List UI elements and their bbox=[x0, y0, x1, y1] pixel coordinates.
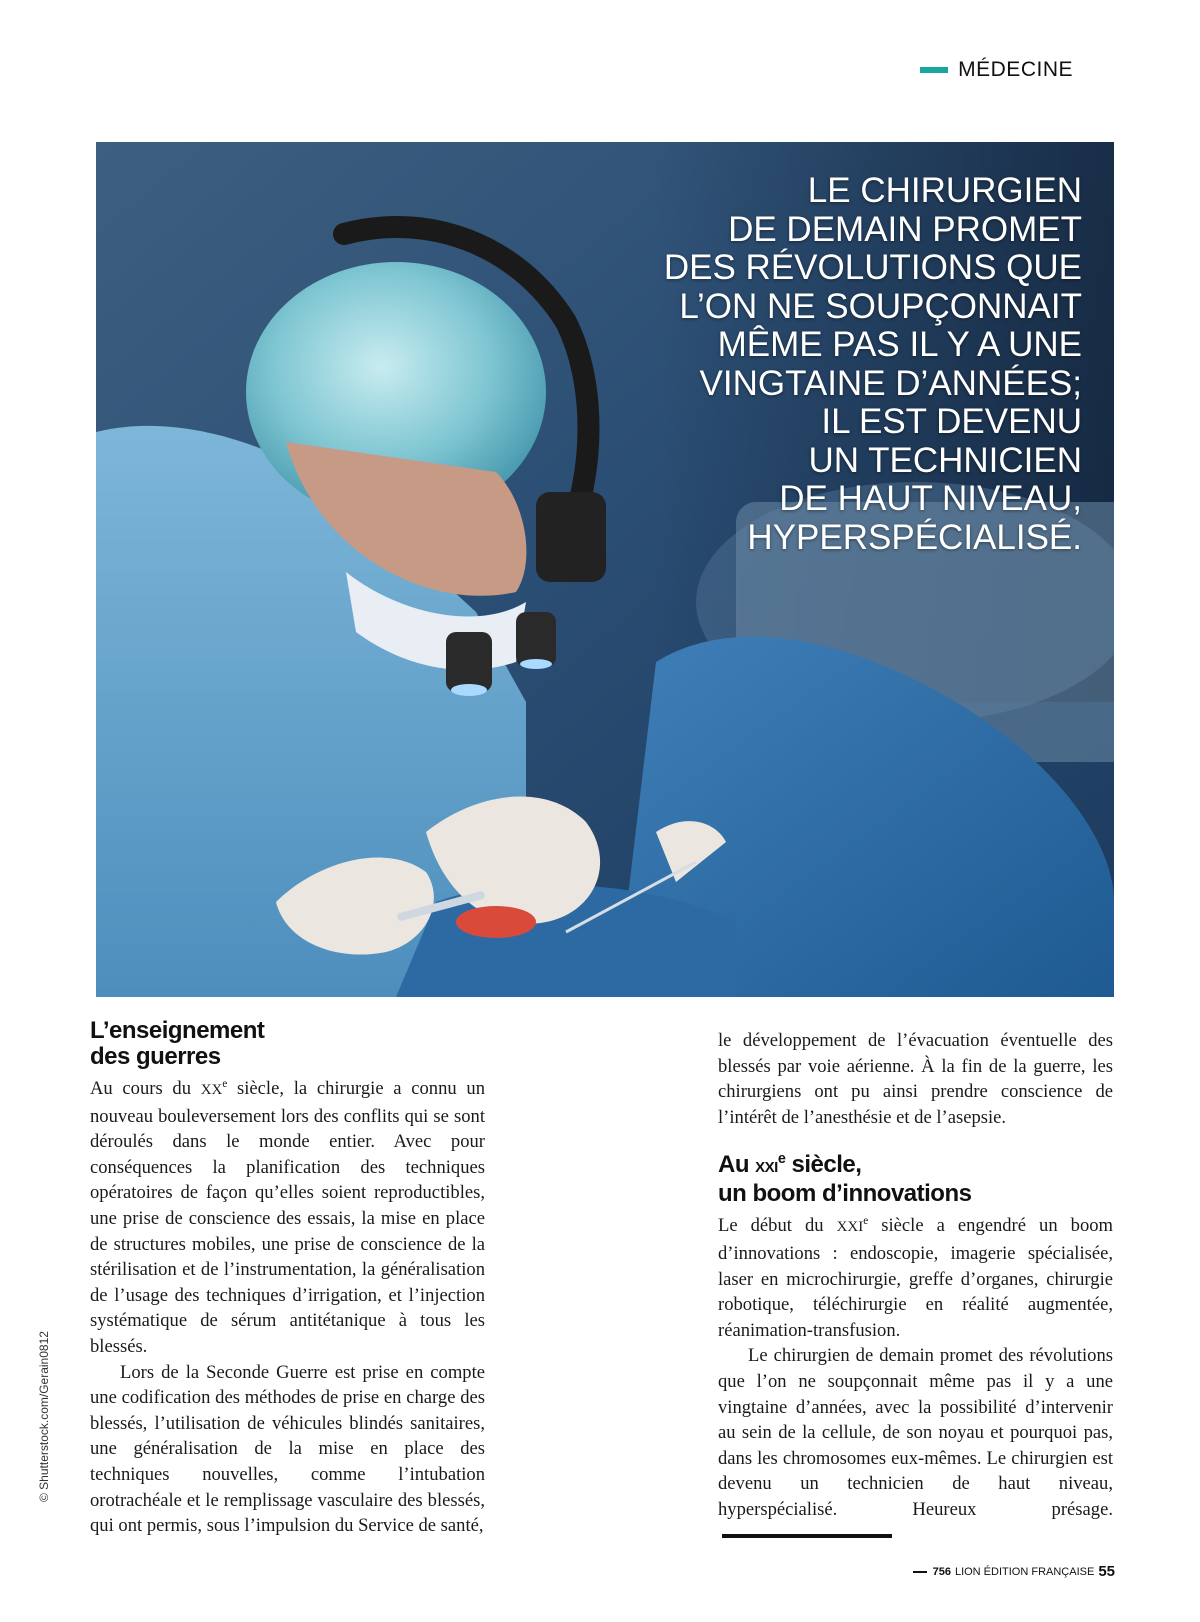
text-run: Au cours du bbox=[90, 1078, 201, 1099]
superscript: e bbox=[777, 1151, 786, 1168]
paragraph-continued: le développement de l’évacuation éventuelle des blessés par voie aérienne. À la fin de la guerre, les chirurgiens ont pu ainsi prendre conscience de l’intérêt de l’anesthésie et de l’asepsie. bbox=[718, 1030, 1113, 1128]
end-of-article-bar bbox=[722, 1534, 892, 1538]
pull-quote: LE CHIRURGIEN DE DEMAIN PROMET DES RÉVOLUTIONS QUE L’ON NE SOUPÇONNAIT MÊME PAS IL Y A UNE VINGTAINE D’ANNÉES; IL EST DEVENU UN TECHNICIEN DE HAUT NIVEAU, HYPERSPÉCIALISÉ. bbox=[663, 171, 1082, 557]
page-footer bbox=[913, 1563, 1115, 1580]
section-heading-21st-century bbox=[718, 1152, 1113, 1207]
text-run: siècle a engendré un boom d’innovations : endoscopie, imagerie spécialisée, laser en microchirurgie, greffe d’organes, chirurgie robotique, téléchirurgie en réalité augmentée, réanimation-transfusion. bbox=[718, 1215, 1113, 1341]
section-tag-label: MÉDECINE bbox=[958, 58, 1073, 81]
footer-dash bbox=[913, 1571, 927, 1573]
page-number: 55 bbox=[1098, 1563, 1115, 1580]
paragraph: Lors de la Seconde Guerre est prise en compte une codification des méthodes de prise en charge des blessés, l’utilisation de véhicules blindés sanitaires, une généralisation de la mise en place des techniques nouvelles, comme l’intubation orotrachéale et le remplissage vasculaire des blessés, qui ont permis, sous l’impulsion du Service de santé, bbox=[90, 1361, 485, 1537]
superscript: e bbox=[863, 1215, 869, 1228]
text-run: siècle, la chirurgie a connu un nouveau bouleversement lors des conflits qui se sont déroulés dans le monde entier. Avec pour conséquences la planification des techniques opératoires de façon qu’elles soient reproductibles, une prise de conscience des essais, la mise en place de structures mobiles, une prise de conscience de la stérilisation et de l’instrumentation, la généralisation de l’usage des techniques d’irrigation, et l’injection systématique de sérum antitétanique à tous les blessés. bbox=[90, 1078, 485, 1357]
century-numeral: XX bbox=[200, 1082, 223, 1098]
heading-run: Au bbox=[718, 1151, 756, 1179]
heading-line: des guerres bbox=[90, 1043, 221, 1070]
magazine-name: LION ÉDITION FRANÇAISE bbox=[954, 1565, 1095, 1578]
heading-run: siècle, bbox=[785, 1151, 862, 1179]
paragraph bbox=[718, 1213, 1113, 1343]
heading-line: L’enseignement bbox=[90, 1017, 265, 1044]
paragraph bbox=[718, 1343, 1113, 1548]
text-run: Le début du bbox=[718, 1215, 837, 1237]
superscript: e bbox=[222, 1077, 228, 1090]
issue-number: 756 bbox=[932, 1565, 951, 1578]
century-numeral: XXI bbox=[836, 1219, 864, 1236]
photo-credit: © Shutterstock.com/Gerain0812 bbox=[37, 1331, 51, 1502]
century-numeral: XXI bbox=[755, 1159, 778, 1177]
hero-photo bbox=[96, 142, 1114, 997]
heading-line: un boom d’innovations bbox=[718, 1180, 972, 1208]
paragraph bbox=[90, 1076, 485, 1360]
article-column-right bbox=[718, 1028, 1113, 1548]
section-tag bbox=[920, 58, 1073, 82]
section-heading-wars bbox=[90, 1018, 485, 1070]
section-tag-bar bbox=[920, 67, 948, 73]
text-run: Le chirurgien de demain promet des révolutions que l’on ne soupçonnait même pas il y a une vingtaine d’années, avec la possibilité d’intervenir au sein de la cellule, de son noyau et pourquoi pas, dans les chromosomes eux-mêmes. Le chirurgien est devenu un technicien de haut niveau, hyperspécialisé. Heureux présage. bbox=[718, 1345, 1113, 1520]
article-column-left bbox=[90, 1018, 485, 1539]
